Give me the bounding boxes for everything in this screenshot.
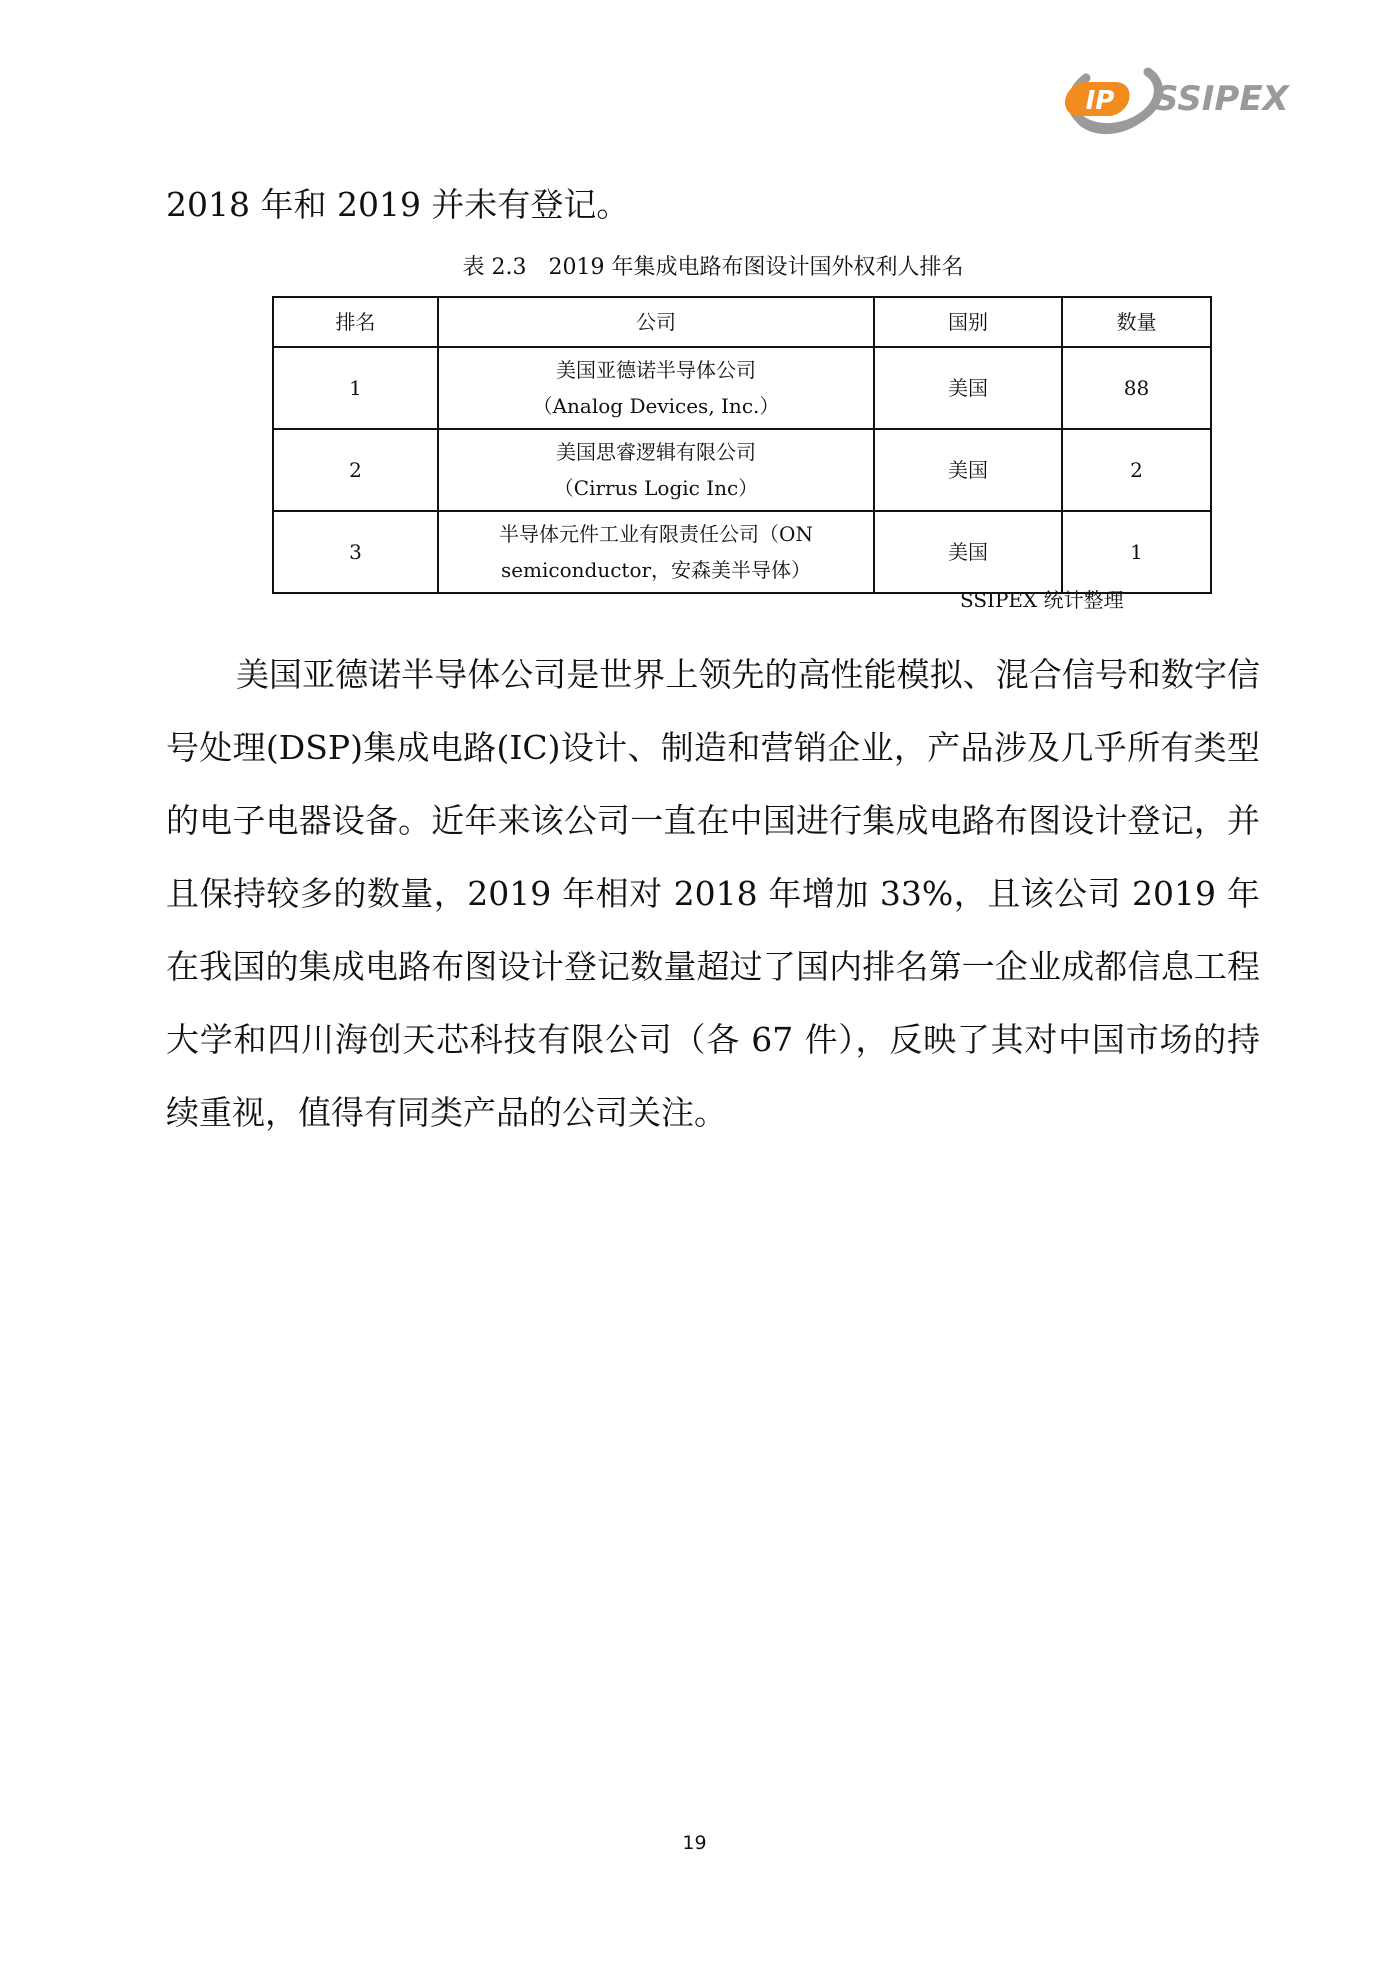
cell-country: 美国 [874,429,1062,511]
page-number: 19 [682,1832,707,1854]
cell-country: 美国 [874,347,1062,429]
cell-company [438,511,874,593]
header-company: 公司 [438,297,874,347]
cell-count: 88 [1062,347,1211,429]
header-rank: 排名 [273,297,438,347]
intro-text: 2018 年和 2019 并未有登记。 [166,185,630,224]
company-name-en: semiconductor，安森美半导体） [500,558,812,582]
table-row [273,429,1211,511]
company-name-en: （Cirrus Logic Inc） [553,476,759,500]
cell-country: 美国 [874,511,1062,593]
table-row [273,347,1211,429]
cell-company [438,347,874,429]
cell-rank: 3 [273,511,438,593]
header-country: 国别 [874,297,1062,347]
cell-rank: 2 [273,429,438,511]
company-name-cn: 美国思睿逻辑有限公司 [556,440,756,464]
logo-wordmark: SSIPEX [1154,79,1289,119]
body-paragraph: 美国亚德诺半导体公司是世界上领先的高性能模拟、混合信号和数字信号处理(DSP)集成电路(IC)设计、制造和营销企业，产品涉及几乎所有类型的电子电器设备。近年来该公司一直在中国进行集成电路布图设计登记，并且保持较多的数量，2019 年相对 2018 年增加 33%，且该公司 2019 年在我国的集成电路布图设计登记数量超过了国内排名第一企业成都信息工程大学和四川海创天芯科技有限公司（各 67 件），反映了其对中国市场的持续重视，值得有同类产品的公司关注。 [166,655,1260,1132]
header-count: 数量 [1062,297,1211,347]
company-name-cn: 半导体元件工业有限责任公司（ON [499,522,813,546]
logo-badge-text: IP [1085,86,1115,116]
table-source-note: SSIPEX 统计整理 [960,588,1124,612]
company-name-cn: 美国亚德诺半导体公司 [556,358,756,382]
cell-company [438,429,874,511]
ssipex-logo [1048,58,1310,144]
ssipex-logo-graphic [1048,58,1310,144]
cell-rank: 1 [273,347,438,429]
cell-count: 2 [1062,429,1211,511]
table-caption: 表 2.3 2019 年集成电路布图设计国外权利人排名 [462,255,964,280]
company-name-en: （Analog Devices, Inc.） [532,394,780,418]
table-row [273,511,1211,593]
ranking-table [272,296,1212,594]
cell-count: 1 [1062,511,1211,593]
table-header-row [273,297,1211,347]
